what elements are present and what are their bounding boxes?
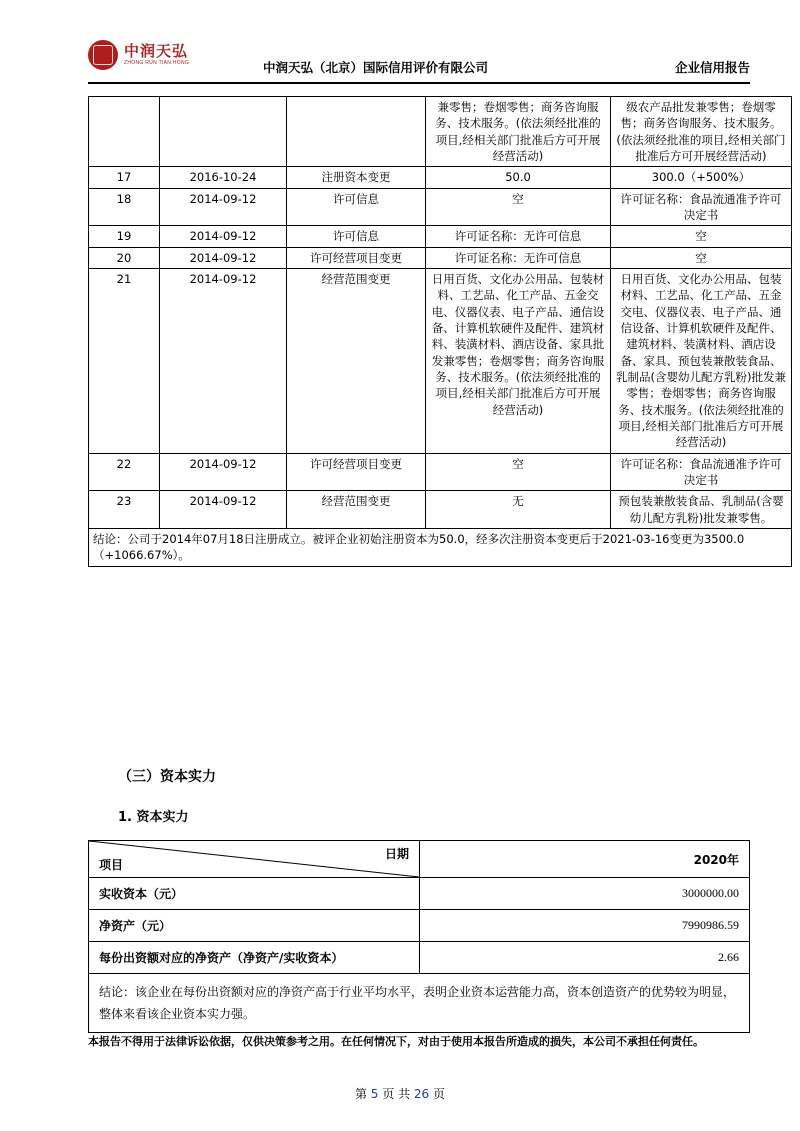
table-conclusion-row <box>89 528 792 566</box>
section-heading: （三）资本实力 <box>118 769 216 785</box>
cell-date: 2016-10-24 <box>160 167 287 188</box>
page-suffix: 页 <box>433 1087 446 1101</box>
cell-before: 无 <box>426 491 611 529</box>
cell-item: 注册资本变更 <box>287 167 426 188</box>
page-total: 26 <box>413 1087 430 1101</box>
cell-num: 19 <box>89 226 160 247</box>
table-row <box>89 226 792 247</box>
table-row <box>89 453 792 491</box>
table-header-row <box>89 841 750 878</box>
row-value: 3000000.00 <box>420 878 750 910</box>
table-row <box>89 97 792 167</box>
cell-num: 17 <box>89 167 160 188</box>
cell-before: 空 <box>426 453 611 491</box>
corner-label-item: 项目 <box>99 858 124 872</box>
cell-item: 经营范围变更 <box>287 491 426 529</box>
cell-num: 23 <box>89 491 160 529</box>
row-label: 每份出资额对应的净资产（净资产/实收资本） <box>89 942 420 974</box>
cell-date: 2014-09-12 <box>160 226 287 247</box>
cell-before: 空 <box>426 188 611 226</box>
cell-before: 兼零售；卷烟零售；商务咨询服务、技术服务。(依法须经批准的项目,经相关部门批准后方可开展经营活动) <box>426 97 611 167</box>
header-company-name: 中润天弘（北京）国际信用评价有限公司 <box>263 60 489 75</box>
cell-item <box>287 97 426 167</box>
capital-strength-section <box>88 840 750 1033</box>
cell-date: 2014-09-12 <box>160 268 287 453</box>
cell-num <box>89 97 160 167</box>
cell-num: 22 <box>89 453 160 491</box>
cell-before: 50.0 <box>426 167 611 188</box>
table-row <box>89 268 792 453</box>
cell-num: 18 <box>89 188 160 226</box>
logo-chinese-name: 中润天弘 <box>124 41 189 60</box>
cell-after: 许可证名称：食品流通准予许可决定书 <box>611 453 792 491</box>
table-row <box>89 910 750 942</box>
logo-text <box>124 41 190 67</box>
cell-after: 许可证名称：食品流通准予许可决定书 <box>611 188 792 226</box>
table-row <box>89 167 792 188</box>
page-number <box>0 1085 800 1102</box>
page-current: 5 <box>370 1087 379 1101</box>
diagonal-line-icon <box>89 841 419 877</box>
corner-label-date: 日期 <box>384 847 409 861</box>
cell-item: 许可经营项目变更 <box>287 247 426 268</box>
column-header-year: 2020年 <box>420 841 750 878</box>
change-history-table <box>88 96 792 567</box>
company-logo <box>88 34 208 76</box>
cell-after: 级农产品批发兼零售；卷烟零售；商务咨询服务、技术服务。(依法须经批准的项目,经相关部门批准后方可开展经营活动) <box>611 97 792 167</box>
table-row <box>89 942 750 974</box>
cell-date <box>160 97 287 167</box>
cell-num: 20 <box>89 247 160 268</box>
logo-english-name: ZHONG RUN TIAN HONG <box>124 60 190 67</box>
cell-num: 21 <box>89 268 160 453</box>
corner-header-cell <box>89 841 420 878</box>
table-row <box>89 188 792 226</box>
cell-before: 许可证名称：无许可信息 <box>426 247 611 268</box>
table-row <box>89 878 750 910</box>
cell-date: 2014-09-12 <box>160 491 287 529</box>
cell-after: 空 <box>611 247 792 268</box>
sub-heading: 1. 资本实力 <box>118 810 189 825</box>
cell-after: 空 <box>611 226 792 247</box>
cell-date: 2014-09-12 <box>160 247 287 268</box>
cell-before: 日用百货、文化办公用品、包装材料、工艺品、化工产品、五金交电、仪器仪表、电子产品、通信设备、计算机软硬件及配件、建筑材料、装潢材料、酒店设备、家具批发兼零售；卷烟零售；商务咨询服务、技术服务。(依法须经批准的项目,经相关部门批准后方可开展经营活动) <box>426 268 611 453</box>
header-doc-type: 企业信用报告 <box>674 60 750 75</box>
cell-date: 2014-09-12 <box>160 188 287 226</box>
page-mid: 页 共 <box>382 1087 411 1101</box>
cell-after: 300.0（+500%） <box>611 167 792 188</box>
history-conclusion: 结论：公司于2014年07月18日注册成立。被评企业初始注册资本为50.0，经多次注册资本变更后于2021-03-16变更为3500.0（+1066.67%）。 <box>89 528 792 566</box>
cell-item: 许可信息 <box>287 188 426 226</box>
cell-item: 经营范围变更 <box>287 268 426 453</box>
seal-icon <box>88 40 118 70</box>
cell-after: 预包装兼散装食品、乳制品(含婴幼儿配方乳粉)批发兼零售。 <box>611 491 792 529</box>
page-header <box>88 30 750 86</box>
capital-table <box>88 840 750 1033</box>
cell-item: 许可经营项目变更 <box>287 453 426 491</box>
page-prefix: 第 <box>354 1087 367 1101</box>
footer-disclaimer: 本报告不得用于法律诉讼依据，仅供决策参考之用。在任何情况下，对由于使用本报告所造成的损失，本公司不承担任何责任。 <box>88 1035 704 1048</box>
capital-conclusion: 结论：该企业在每份出资额对应的净资产高于行业平均水平，表明企业资本运营能力高，资本创造资产的优势较为明显，整体来看该企业资本实力强。 <box>89 974 750 1033</box>
header-divider <box>88 82 750 84</box>
cell-item: 许可信息 <box>287 226 426 247</box>
table-row <box>89 247 792 268</box>
cell-date: 2014-09-12 <box>160 453 287 491</box>
row-value: 2.66 <box>420 942 750 974</box>
table-conclusion-row <box>89 974 750 1033</box>
row-label: 净资产（元） <box>89 910 420 942</box>
row-label: 实收资本（元） <box>89 878 420 910</box>
change-history-section <box>88 96 786 567</box>
cell-before: 许可证名称：无许可信息 <box>426 226 611 247</box>
table-row <box>89 491 792 529</box>
row-value: 7990986.59 <box>420 910 750 942</box>
cell-after: 日用百货、文化办公用品、包装材料、工艺品、化工产品、五金交电、仪器仪表、电子产品、通信设备、计算机软硬件及配件、建筑材料、装潢材料、酒店设备、家具、预包装兼散装食品、乳制品(含婴幼儿配方乳粉)批发兼零售；卷烟零售；商务咨询服务、技术服务。(依法须经批准的项目,经相关部门批准后方可开展经营活动) <box>611 268 792 453</box>
